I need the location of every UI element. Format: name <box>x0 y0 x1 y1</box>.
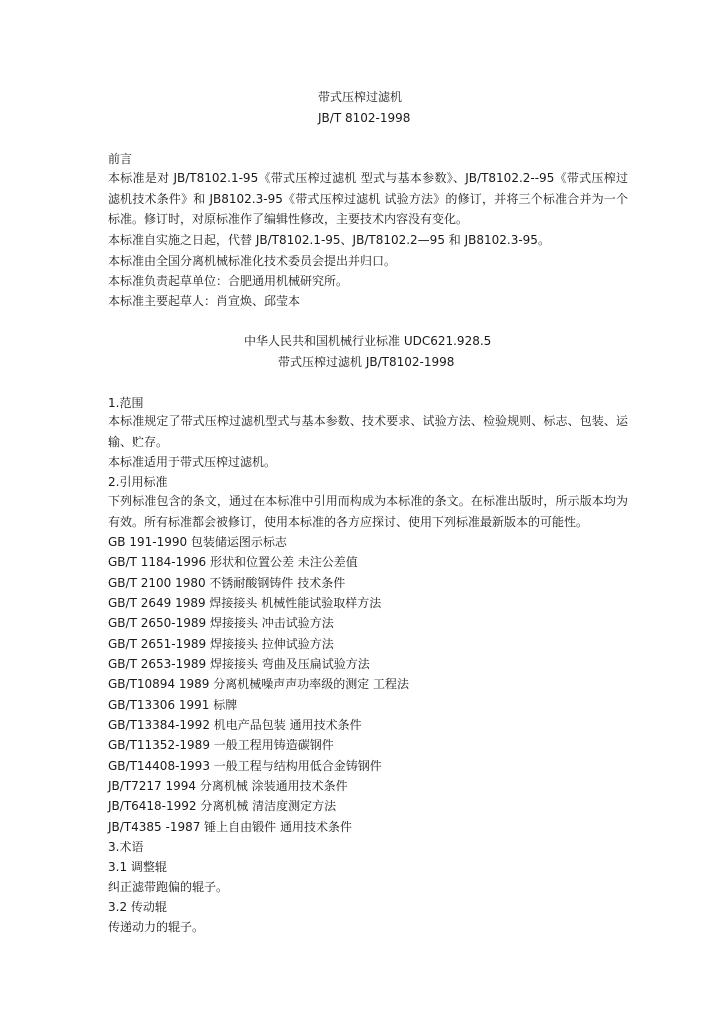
reference-item: GB/T 1184-1996 形状和位置公差 未注公差值 <box>108 555 358 569</box>
reference-item: GB/T 2651-1989 焊接接头 拉伸试验方法 <box>108 637 334 651</box>
reference-item: GB/T11352-1989 一般工程用铸造碳钢件 <box>108 738 334 752</box>
reference-item: GB/T 2100 1980 不锈耐酸钢铸件 技术条件 <box>108 576 346 590</box>
section-1-paragraph-1: 本标准规定了带式压榨过滤机型式与基本参数、技术要求、试验方法、检验规则、标志、包装、运输、贮存。 <box>108 414 628 449</box>
foreword-paragraph-4: 本标准负责起草单位：合肥通用机械研究所。 <box>108 274 349 288</box>
reference-item: GB/T10894 1989 分离机械噪声声功率级的测定 工程法 <box>108 677 410 691</box>
section-1-paragraph-2: 本标准适用于带式压榨过滤机。 <box>108 455 277 469</box>
section-3-1-heading: 3.1 调整辊 <box>108 860 167 874</box>
section-3-1-text: 纠正滤带跑偏的辊子。 <box>108 880 229 894</box>
reference-item: GB/T 2653-1989 焊接接头 弯曲及压扁试验方法 <box>108 657 370 671</box>
reference-item: GB/T 2650-1989 焊接接头 冲击试验方法 <box>108 616 334 630</box>
document-code: JB/T 8102-1998 <box>318 111 411 125</box>
reference-item: GB/T 2649 1989 焊接接头 机械性能试验取样方法 <box>108 596 382 610</box>
reference-item: JB/T7217 1994 分离机械 涂装通用技术条件 <box>108 779 348 793</box>
section-1-heading: 1.范围 <box>108 396 144 410</box>
document-title: 带式压榨过滤机 <box>318 90 403 104</box>
section-2-paragraph-1: 下列标准包含的条文，通过在本标准中引用而构成为本标准的条文。在标准出版时，所示版本均为有效。所有标准都会被修订，使用本标准的各方应探讨、使用下列标准最新版本的可能性。 <box>108 494 628 529</box>
section-3-2-text: 传递动力的辊子。 <box>108 920 205 934</box>
section-3-2-heading: 3.2 传动辊 <box>108 900 167 914</box>
reference-item: JB/T6418-1992 分离机械 清洁度测定方法 <box>108 799 337 813</box>
reference-item: GB/T13306 1991 标牌 <box>108 698 238 712</box>
standard-header-line-1: 中华人民共和国机械行业标准 UDC621.928.5 <box>244 334 492 348</box>
reference-item: JB/T4385 -1987 锤上自由锻件 通用技术条件 <box>108 820 352 834</box>
foreword-paragraph-2: 本标准自实施之日起，代替 JB/T8102.1-95、JB/T8102.2—95 和 JB8102.3-95。 <box>108 233 550 247</box>
standard-header-line-2: 带式压榨过滤机 JB/T8102-1998 <box>278 355 455 369</box>
section-3-heading: 3.术语 <box>108 840 144 854</box>
foreword-heading: 前言 <box>108 152 133 166</box>
reference-item: GB/T14408-1993 一般工程与结构用低合金铸钢件 <box>108 759 382 773</box>
foreword-paragraph-3: 本标准由全国分离机械标准化技术委员会提出并归口。 <box>108 254 397 268</box>
foreword-paragraph-5: 本标准主要起草人：肖宣焕、邱莹本 <box>108 294 301 308</box>
section-2-heading: 2.引用标准 <box>108 475 168 489</box>
reference-item: GB/T13384-1992 机电产品包装 通用技术条件 <box>108 718 362 732</box>
foreword-paragraph-1: 本标准是对 JB/T8102.1-95《带式压榨过滤机 型式与基本参数》、JB/T8102.2--95《带式压榨过滤机技术条件》和 JB8102.3-95《带式压榨过滤机 试验方法》的修订，并将三个标准合并为一个标准。修订时，对原标准作了编辑性修改，主要技术内容没有变化。 <box>108 171 628 226</box>
reference-item: GB 191-1990 包装储运图示标志 <box>108 535 287 549</box>
